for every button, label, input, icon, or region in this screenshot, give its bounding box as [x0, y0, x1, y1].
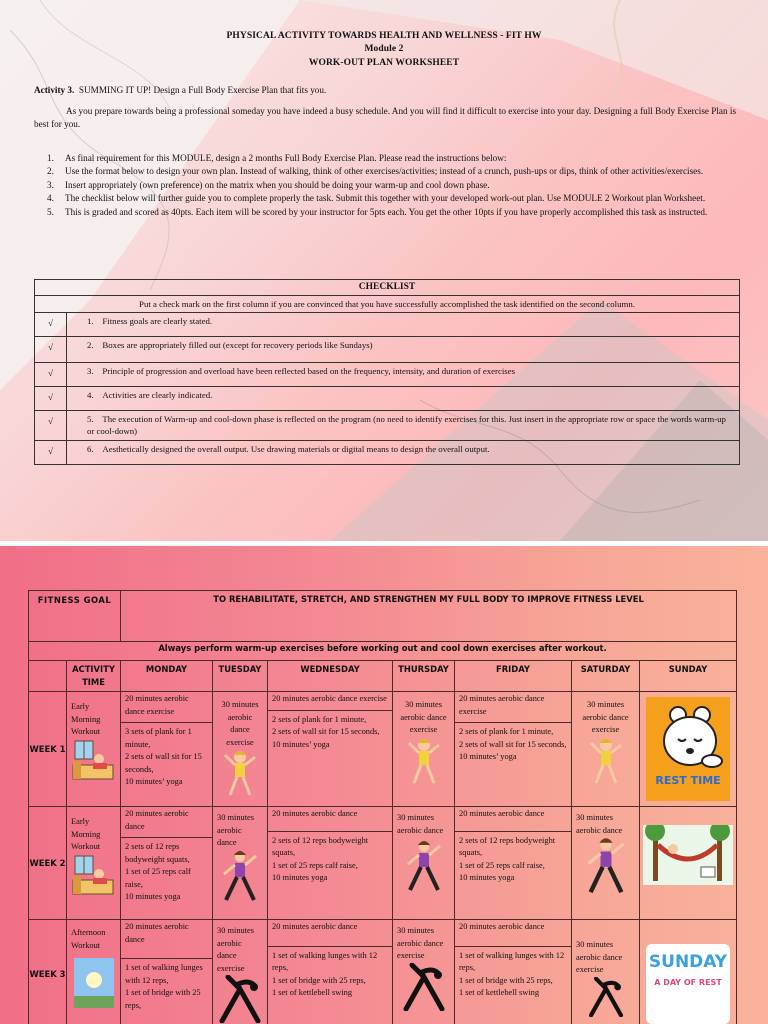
workout-plan-page	[0, 546, 768, 1024]
wednesday-cell: 20 minutes aerobic dance exercise 2 sets of plank for 1 minute, 2 sets of wall sit for 15 seconds, 10 minutes’ yoga	[268, 692, 393, 807]
module-label: Module 2	[364, 44, 404, 54]
checklist-title: CHECKLIST	[35, 280, 740, 296]
warmup-note: Always perform warm-up exercises before working out and cool down exercises after workout.	[29, 642, 737, 661]
aerobics-girl-icon	[223, 749, 257, 799]
saturday-cell: 30 minutes aerobic dance	[572, 807, 640, 920]
tuesday-cell: 30 minutes aerobic dance exercise	[213, 692, 268, 807]
checklist-subtitle: Put a check mark on the first column if you are convinced that you have successfully accomplished the task identified on the second column.	[35, 296, 740, 313]
bed-wakeup-icon	[71, 739, 117, 783]
activity-text: SUMMING IT UP! Design a Full Body Exercise Plan that fits you.	[78, 85, 327, 95]
activity-time-cell: Early Morning Workout	[67, 692, 121, 807]
worksheet-subtitle: WORK-OUT PLAN WORKSHEET	[308, 58, 460, 68]
saturday-cell: 30 minutes aerobic dance exercise	[572, 692, 640, 807]
activity-label: Activity 3.	[34, 85, 75, 95]
sunday-cell	[640, 692, 737, 807]
friday-cell: 20 minutes aerobic dance 2 sets of 12 reps bodyweight squats, 1 set of 25 reps calf raise, 10 minutes yoga	[455, 807, 572, 920]
sunday-cell	[640, 807, 737, 920]
rest-time-text: REST TIME	[655, 774, 721, 787]
activity-time-cell: Early Morning Workout	[67, 807, 121, 920]
dancing-woman-icon	[220, 850, 260, 906]
checklist-table	[34, 279, 740, 465]
thursday-cell: 30 minutes aerobic dance exercise	[393, 920, 455, 1024]
dancing-woman-icon	[404, 837, 444, 899]
monday-cell: 20 minutes aerobic dance 2 sets of 12 reps bodyweight squats, 1 set of 25 reps calf raise, 10 minutes yoga	[121, 807, 213, 920]
instruction-item: 2. Use the format below to design your own plan. Instead of walking, think of other exercises/activities; instead of a crunch, push-ups or dips, think of other activities/exercises.	[47, 166, 704, 177]
activity-line	[34, 84, 734, 97]
day-header-sunday: SUNDAY	[640, 661, 737, 692]
instructions-list	[47, 153, 737, 220]
sunday-rest-sticker	[646, 944, 730, 1024]
wednesday-cell: 20 minutes aerobic dance 1 set of walking lunges with 12 reps, 1 set of bridge with 25 reps, 1 set of kettlebell swing	[268, 920, 393, 1024]
week-label: WEEK 3	[29, 920, 67, 1024]
stretching-silhouette-icon	[218, 975, 262, 1023]
checklist-item: 1. Fitness goals are clearly stated.	[67, 313, 740, 337]
activity-time-cell: Afternoon Workout	[67, 920, 121, 1024]
hammock-icon	[643, 825, 733, 885]
monday-cell: 20 minutes aerobic dance 1 set of walking lunges with 12 reps, 1 set of bridge with 25 reps,	[121, 920, 213, 1024]
dancing-woman-icon	[584, 837, 628, 899]
stretching-silhouette-icon	[582, 977, 630, 1017]
activity-time-header: ACTIVITY TIME	[67, 661, 121, 692]
checklist-item: 3. Principle of progression and overload have been reflected based on the frequency, intensity, and duration of exercises	[67, 363, 740, 387]
check-mark: √	[35, 313, 67, 337]
wednesday-cell: 20 minutes aerobic dance 2 sets of 12 reps bodyweight squats, 1 set of 25 reps calf raise, 10 minutes yoga	[268, 807, 393, 920]
week-row	[29, 692, 737, 807]
check-mark: √	[35, 337, 67, 363]
aerobics-girl-icon	[407, 737, 441, 787]
week-label: WEEK 2	[29, 807, 67, 920]
saturday-cell: 30 minutes aerobic dance exercise	[572, 920, 640, 1024]
week-row	[29, 807, 737, 920]
check-mark: √	[35, 411, 67, 441]
fitness-goal-label: FITNESS GOAL	[29, 591, 121, 642]
thursday-cell: 30 minutes aerobic dance	[393, 807, 455, 920]
document-title: PHYSICAL ACTIVITY TOWARDS HEALTH AND WELLNESS - FIT HW	[226, 31, 542, 41]
sunday-cell	[640, 920, 737, 1024]
intro-paragraph: As you prepare towards being a professional someday you have indeed a busy schedule. And you will find it difficult to exercise into your day. Designing a full Body Exercise Plan is best for you.	[34, 106, 737, 129]
check-mark: √	[35, 441, 67, 465]
tuesday-cell: 30 minutes aerobic dance	[213, 807, 268, 920]
aerobics-girl-icon	[589, 737, 623, 787]
checklist-item: 5. The execution of Warm-up and cool-down phase is reflected on the program (no need to identify exercises for this. Just insert in the appropriate row or space the words warm-up or cool-down)	[67, 411, 740, 441]
checklist-item: 6. Aesthetically designed the overall output. Use drawing materials or digital means to design the overall output.	[67, 441, 740, 465]
day-header-wednesday: WEDNESDAY	[268, 661, 393, 692]
day-header-saturday: SATURDAY	[572, 661, 640, 692]
checklist-item: 4. Activities are clearly indicated.	[67, 387, 740, 411]
empty-corner	[29, 661, 67, 692]
sunday-sticker-subtext: A DAY OF REST	[654, 978, 722, 987]
workout-plan-table	[28, 590, 737, 1024]
sunrise-icon	[74, 958, 114, 1008]
sleeping-bear-icon	[646, 701, 730, 771]
day-header-thursday: THURSDAY	[393, 661, 455, 692]
checklist-item: 2. Boxes are appropriately filled out (except for recovery periods like Sundays)	[67, 337, 740, 363]
check-mark: √	[35, 363, 67, 387]
week-row	[29, 920, 737, 1024]
bed-wakeup-icon	[71, 854, 117, 898]
sunday-sticker-text: SUNDAY	[648, 952, 728, 972]
instruction-item: 5. This is graded and scored as 40pts. Each item will be scored by your instructor for 5pts each. You get the other 10pts if you have properly accomplished this task as instructed.	[47, 206, 708, 217]
rest-time-sticker	[646, 697, 730, 801]
day-header-friday: FRIDAY	[455, 661, 572, 692]
instruction-item: 3. Insert appropriately (own preference) on the matrix when you should be doing your warm-up and cool down phase.	[47, 179, 490, 190]
check-mark: √	[35, 387, 67, 411]
friday-cell: 20 minutes aerobic dance exercise 2 sets of plank for 1 minute, 2 sets of wall sit for 15 seconds, 10 minutes’ yoga	[455, 692, 572, 807]
fitness-goal-text: TO REHABILITATE, STRETCH, AND STRENGTHEN MY FULL BODY TO IMPROVE FITNESS LEVEL	[121, 591, 737, 642]
stretching-silhouette-icon	[400, 963, 448, 1011]
instruction-item: 1. As final requirement for this MODULE, design a 2 months Full Body Exercise Plan. Please read the instructions below:	[47, 153, 507, 163]
monday-cell: 20 minutes aerobic dance exercise 3 sets of plank for 1 minute, 2 sets of wall sit for 15 seconds, 10 minutes’ yoga	[121, 692, 213, 807]
tuesday-cell: 30 minutes aerobic dance exercise	[213, 920, 268, 1024]
thursday-cell: 30 minutes aerobic dance exercise	[393, 692, 455, 807]
instruction-item: 4. The checklist below will further guide you to complete properly the task. Submit this together with your developed work-out plan. Use MODULE 2 Workout plan Worksheet.	[47, 193, 706, 204]
day-header-tuesday: TUESDAY	[213, 661, 268, 692]
friday-cell: 20 minutes aerobic dance 1 set of walking lunges with 12 reps, 1 set of bridge with 25 reps, 1 set of kettlebell swing	[455, 920, 572, 1024]
week-label: WEEK 1	[29, 692, 67, 807]
day-header-monday: MONDAY	[121, 661, 213, 692]
